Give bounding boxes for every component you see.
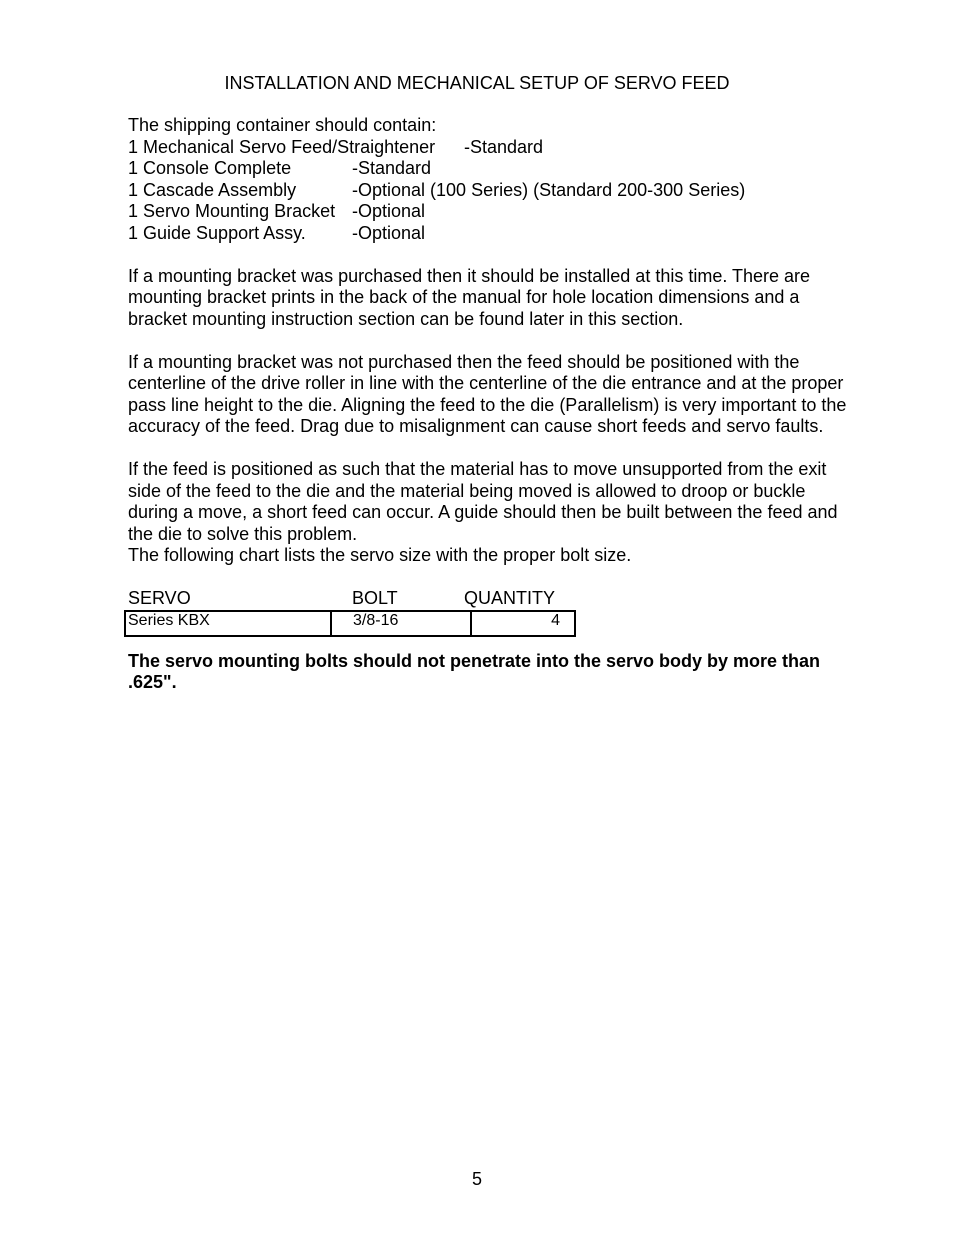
list-item bbox=[128, 158, 858, 180]
chart-intro: The following chart lists the servo size with the proper bolt size. bbox=[128, 545, 632, 565]
paragraph-bracket-purchased bbox=[128, 266, 858, 331]
item-name: 1 Console Complete bbox=[128, 158, 292, 178]
page-number: 5 bbox=[471, 1169, 482, 1189]
item-status: -Optional bbox=[352, 222, 426, 243]
cell-bolt: 3/8-16 bbox=[331, 611, 471, 636]
warning-note: The servo mounting bolts should not penetrate into the servo body by more than .625". bbox=[128, 650, 821, 692]
list-item bbox=[128, 180, 858, 202]
column-header-quantity: QUANTITY bbox=[464, 588, 556, 608]
list-item bbox=[128, 137, 858, 159]
item-name: 1 Guide Support Assy. bbox=[128, 222, 306, 243]
item-status: -Standard bbox=[464, 136, 544, 157]
table-row bbox=[125, 611, 575, 636]
contents-list bbox=[128, 137, 858, 245]
item-name: 1 Cascade Assembly bbox=[128, 179, 297, 200]
cell-servo: Series KBX bbox=[125, 611, 331, 636]
paragraph-bracket-not-purchased bbox=[128, 352, 858, 438]
paragraph-guide bbox=[128, 459, 858, 567]
item-name: 1 Servo Mounting Bracket bbox=[128, 201, 336, 221]
column-header-bolt: BOLT bbox=[352, 588, 398, 608]
list-item bbox=[128, 223, 858, 245]
paragraph-text: If a mounting bracket was purchased then it should be installed at this time. There are mounting bracket prints in the back of the manual for hole location dimensions and a bracket mounting instruction section can be found later in this section. bbox=[128, 265, 811, 329]
item-name: 1 Mechanical Servo Feed/Straightener bbox=[128, 136, 436, 157]
column-header-servo: SERVO bbox=[128, 588, 191, 608]
paragraph-text: If a mounting bracket was not purchased then the feed should be positioned with the centerline of the drive roller in line with the centerline of the die entrance and at the proper pass line height to the die. Aligning the feed to the die (Parallelism) is very important to the accuracy of the feed. Drag due to misalignment can cause short feeds and servo faults. bbox=[128, 351, 847, 436]
paragraph-text: If the feed is positioned as such that the material has to move unsupported from the exit side of the feed to the die and the material being moved is allowed to droop or buckle during a move, a short feed can occur. A guide should then be built between the feed and the die to solve this problem. bbox=[128, 459, 838, 544]
item-status: -Optional (100 Series) (Standard 200-300 Series) bbox=[352, 179, 746, 200]
bolt-table bbox=[124, 610, 576, 637]
cell-quantity: 4 bbox=[471, 611, 575, 636]
list-item bbox=[128, 201, 858, 223]
page-title: INSTALLATION AND MECHANICAL SETUP OF SERVO FEED bbox=[224, 73, 730, 93]
item-status: -Optional bbox=[352, 201, 426, 221]
contents-intro: The shipping container should contain: bbox=[128, 115, 437, 135]
item-status: -Standard bbox=[352, 158, 432, 178]
document-body bbox=[128, 115, 858, 694]
table-header bbox=[128, 588, 858, 610]
